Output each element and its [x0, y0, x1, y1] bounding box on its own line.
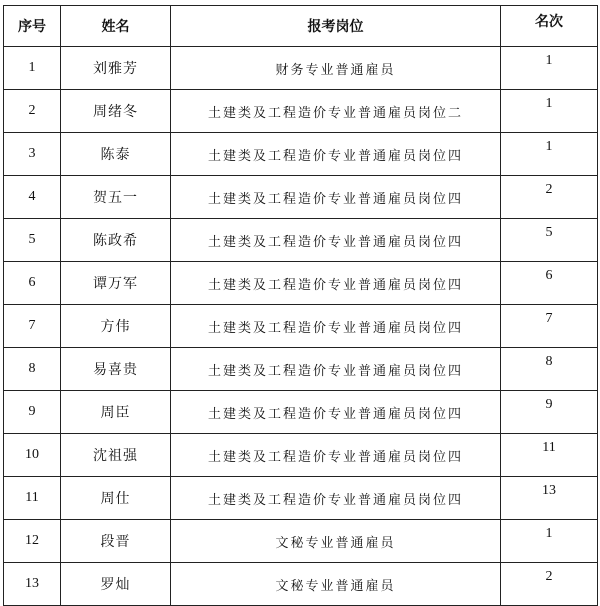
cell-rank: 2 — [501, 563, 598, 606]
cell-rank: 9 — [501, 391, 598, 434]
cell-index: 7 — [4, 305, 61, 348]
results-table-container — [3, 5, 598, 606]
table-row — [4, 47, 598, 90]
cell-position: 文秘专业普通雇员 — [171, 563, 501, 606]
table-header — [4, 6, 598, 47]
table-body — [4, 47, 598, 606]
cell-position: 土建类及工程造价专业普通雇员岗位四 — [171, 262, 501, 305]
table-row — [4, 176, 598, 219]
cell-name: 陈政希 — [61, 219, 171, 262]
table-row — [4, 305, 598, 348]
cell-name: 贺五一 — [61, 176, 171, 219]
cell-name: 罗灿 — [61, 563, 171, 606]
header-index: 序号 — [4, 6, 61, 47]
header-row — [4, 6, 598, 47]
cell-position: 土建类及工程造价专业普通雇员岗位二 — [171, 90, 501, 133]
table-row — [4, 348, 598, 391]
header-name: 姓名 — [61, 6, 171, 47]
cell-rank: 2 — [501, 176, 598, 219]
header-rank: 名次 — [501, 6, 598, 47]
cell-index: 9 — [4, 391, 61, 434]
cell-position: 土建类及工程造价专业普通雇员岗位四 — [171, 176, 501, 219]
cell-position: 土建类及工程造价专业普通雇员岗位四 — [171, 305, 501, 348]
cell-rank: 1 — [501, 47, 598, 90]
cell-name: 周仕 — [61, 477, 171, 520]
table-row — [4, 520, 598, 563]
cell-index: 2 — [4, 90, 61, 133]
cell-position: 土建类及工程造价专业普通雇员岗位四 — [171, 133, 501, 176]
cell-position: 文秘专业普通雇员 — [171, 520, 501, 563]
cell-rank: 6 — [501, 262, 598, 305]
cell-index: 8 — [4, 348, 61, 391]
cell-name: 段晋 — [61, 520, 171, 563]
cell-name: 周臣 — [61, 391, 171, 434]
cell-name: 谭万军 — [61, 262, 171, 305]
cell-index: 5 — [4, 219, 61, 262]
table-row — [4, 133, 598, 176]
cell-rank: 8 — [501, 348, 598, 391]
cell-index: 3 — [4, 133, 61, 176]
cell-rank: 11 — [501, 434, 598, 477]
cell-rank: 7 — [501, 305, 598, 348]
cell-name: 易喜贵 — [61, 348, 171, 391]
cell-index: 1 — [4, 47, 61, 90]
cell-rank: 1 — [501, 520, 598, 563]
cell-rank: 13 — [501, 477, 598, 520]
cell-name: 方伟 — [61, 305, 171, 348]
cell-index: 12 — [4, 520, 61, 563]
cell-position: 土建类及工程造价专业普通雇员岗位四 — [171, 348, 501, 391]
cell-index: 13 — [4, 563, 61, 606]
table-row — [4, 219, 598, 262]
cell-index: 6 — [4, 262, 61, 305]
cell-name: 沈祖强 — [61, 434, 171, 477]
cell-index: 10 — [4, 434, 61, 477]
table-row — [4, 434, 598, 477]
table-row — [4, 262, 598, 305]
cell-position: 土建类及工程造价专业普通雇员岗位四 — [171, 477, 501, 520]
table-row — [4, 563, 598, 606]
table-row — [4, 477, 598, 520]
cell-name: 刘雅芳 — [61, 47, 171, 90]
cell-index: 4 — [4, 176, 61, 219]
table-row — [4, 391, 598, 434]
header-position: 报考岗位 — [171, 6, 501, 47]
cell-position: 土建类及工程造价专业普通雇员岗位四 — [171, 434, 501, 477]
cell-position: 土建类及工程造价专业普通雇员岗位四 — [171, 219, 501, 262]
cell-index: 11 — [4, 477, 61, 520]
cell-rank: 1 — [501, 133, 598, 176]
cell-rank: 5 — [501, 219, 598, 262]
cell-name: 周绪冬 — [61, 90, 171, 133]
cell-rank: 1 — [501, 90, 598, 133]
table-row — [4, 90, 598, 133]
results-table — [3, 5, 598, 606]
cell-name: 陈泰 — [61, 133, 171, 176]
cell-position: 土建类及工程造价专业普通雇员岗位四 — [171, 391, 501, 434]
cell-position: 财务专业普通雇员 — [171, 47, 501, 90]
